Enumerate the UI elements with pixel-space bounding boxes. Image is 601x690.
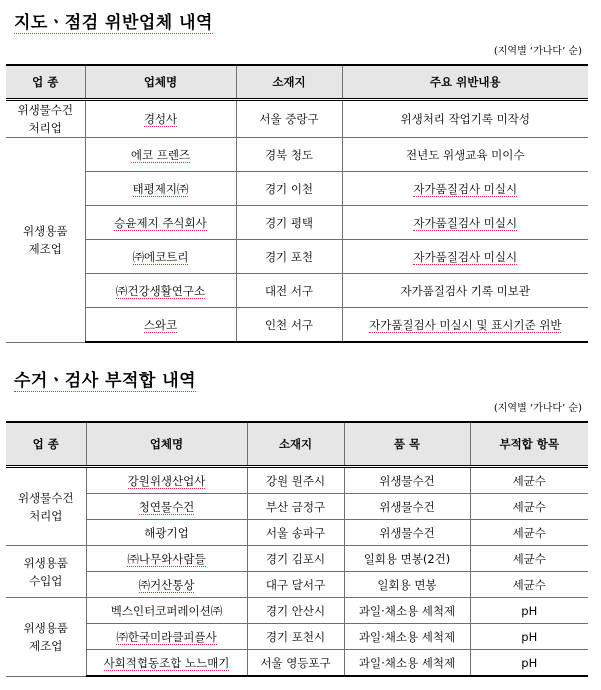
company-cell: 태평제지㈜: [85, 172, 236, 206]
violation-cell: 자가품질검사 미실시 및 표시기준 위반: [342, 308, 588, 343]
location-cell: 경기 김포시: [247, 546, 344, 572]
company-cell: ㈜거산통상: [86, 572, 247, 598]
table-row: [6, 308, 588, 343]
table-row: [6, 494, 588, 520]
location-cell: 서울 중랑구: [236, 100, 342, 138]
violation-cell: 자가품질검사 기록 미보관: [342, 274, 588, 308]
item-cell: 위생물수건: [344, 520, 470, 546]
company-cell: 에코 프렌즈: [85, 138, 236, 172]
header-cell: 품 목: [344, 422, 470, 467]
location-cell: 강원 원주시: [247, 467, 344, 494]
category-cell: 위생용품 수입업: [6, 546, 86, 598]
item-cell: 과일·채소용 세척제: [344, 598, 470, 624]
table-row: [6, 206, 588, 240]
location-cell: 서울 송파구: [247, 520, 344, 546]
issue-cell: 세균수: [470, 572, 588, 598]
item-cell: 위생물수건: [344, 467, 470, 494]
issue-cell: 세균수: [470, 520, 588, 546]
location-cell: 경기 평택: [236, 206, 342, 240]
section2-title: 수거ㆍ검사 부적합 내역: [14, 371, 197, 391]
location-cell: 서울 영등포구: [247, 650, 344, 677]
company-cell: ㈜나무와사람들: [86, 546, 247, 572]
violation-cell: 위생처리 작업기록 미작성: [342, 100, 588, 138]
location-cell: 인천 서구: [236, 308, 342, 343]
table-row: [6, 172, 588, 206]
company-cell: 스와코: [85, 308, 236, 343]
item-cell: 과일·채소용 세척제: [344, 624, 470, 650]
category-cell: 위생용품 제조업: [6, 598, 86, 677]
company-cell: 벡스인터코퍼레이션㈜: [86, 598, 247, 624]
item-cell: 과일·채소용 세척제: [344, 650, 470, 677]
location-cell: 경기 포천: [236, 240, 342, 274]
table-row: [6, 100, 588, 138]
header-cell: 주요 위반내용: [342, 65, 588, 100]
issue-cell: pH: [470, 650, 588, 677]
location-cell: 경기 이천: [236, 172, 342, 206]
table-row: [6, 467, 588, 494]
header-cell: 소재지: [247, 422, 344, 467]
item-cell: 일회용 면봉: [344, 572, 470, 598]
header-cell: 소재지: [236, 65, 342, 100]
company-cell: 경성사: [85, 100, 236, 138]
table-header-row: [6, 422, 588, 467]
category-cell: 위생물수건 처리업: [6, 100, 85, 138]
table-row: [6, 240, 588, 274]
violation-cell: 자가품질검사 미실시: [342, 172, 588, 206]
location-cell: 대전 서구: [236, 274, 342, 308]
table-row: [6, 650, 588, 677]
table-row: [6, 138, 588, 172]
table-row: [6, 598, 588, 624]
header-cell: 업 종: [6, 65, 85, 100]
issue-cell: 세균수: [470, 546, 588, 572]
issue-cell: 세균수: [470, 467, 588, 494]
violation-table: [6, 64, 588, 343]
company-cell: ㈜건강생활연구소: [85, 274, 236, 308]
company-cell: 강원위생산업사: [86, 467, 247, 494]
table-header-row: [6, 65, 588, 100]
company-cell: ㈜에코트리: [85, 240, 236, 274]
company-cell: 해광기업: [86, 520, 247, 546]
category-cell: 위생용품 제조업: [6, 138, 85, 343]
violation-cell: 자가품질검사 미실시: [342, 206, 588, 240]
header-cell: 업 종: [6, 422, 86, 467]
nonconformity-table: [6, 421, 588, 677]
table-row: [6, 546, 588, 572]
company-cell: ㈜한국미라클피플사: [86, 624, 247, 650]
violation-cell: 자가품질검사 미실시: [342, 240, 588, 274]
issue-cell: 세균수: [470, 494, 588, 520]
location-cell: 부산 금정구: [247, 494, 344, 520]
header-cell: 부적합 항목: [470, 422, 588, 467]
company-cell: 승윤제지 주식회사: [85, 206, 236, 240]
section2-note: (지역별 ‘가나다’ 순): [493, 403, 582, 414]
section1-note: (지역별 ‘가나다’ 순): [493, 46, 582, 57]
section1-title: 지도ㆍ점검 위반업체 내역: [14, 13, 213, 33]
category-cell: 위생물수건 처리업: [6, 467, 86, 546]
header-cell: 업체명: [86, 422, 247, 467]
table-row: [6, 520, 588, 546]
location-cell: 대구 달서구: [247, 572, 344, 598]
issue-cell: pH: [470, 624, 588, 650]
company-cell: 청연물수건: [86, 494, 247, 520]
item-cell: 위생물수건: [344, 494, 470, 520]
violation-cell: 전년도 위생교육 미이수: [342, 138, 588, 172]
item-cell: 일회용 면봉(2건): [344, 546, 470, 572]
location-cell: 경북 청도: [236, 138, 342, 172]
company-cell: 사회적협동조합 노느매기: [86, 650, 247, 677]
table-row: [6, 274, 588, 308]
header-cell: 업체명: [85, 65, 236, 100]
location-cell: 경기 안산시: [247, 598, 344, 624]
table-row: [6, 572, 588, 598]
issue-cell: pH: [470, 598, 588, 624]
table-row: [6, 624, 588, 650]
location-cell: 경기 포천시: [247, 624, 344, 650]
